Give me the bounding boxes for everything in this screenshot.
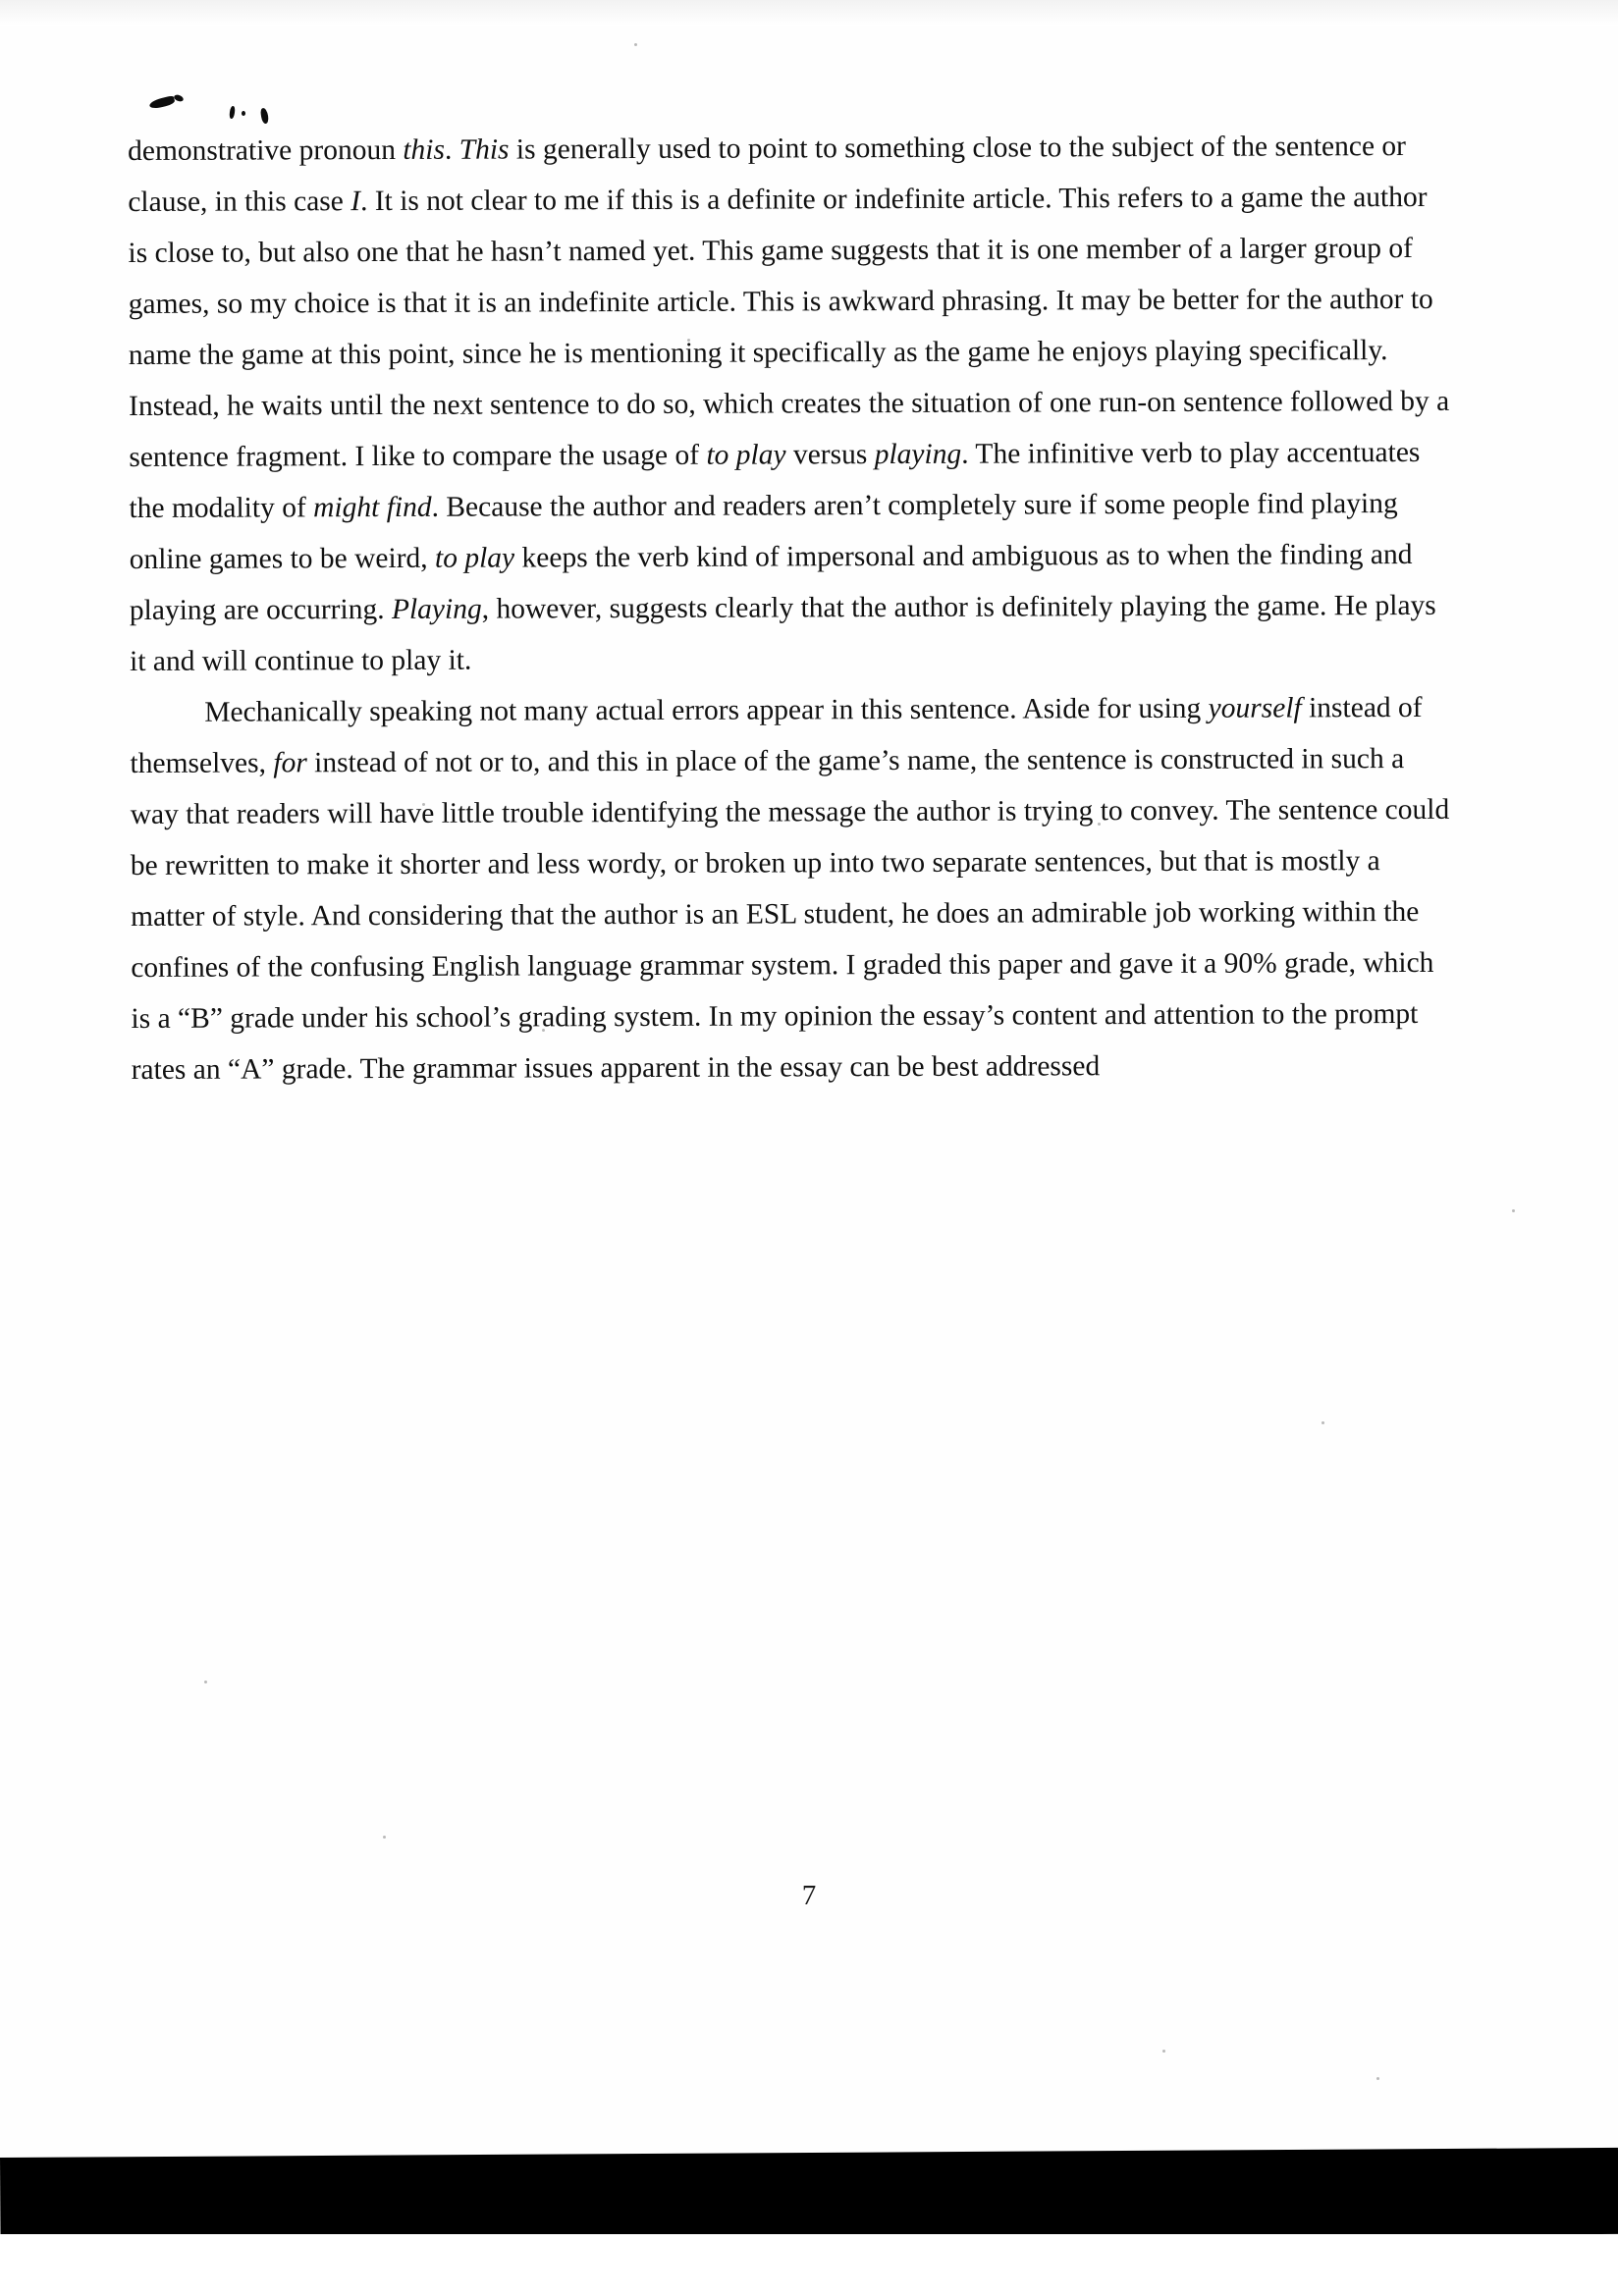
body-text-run: keeps the verb kind of impersonal and ambiguous as to when the finding and playing are occurring. [129, 538, 1413, 626]
emphasized-text: Playing [391, 593, 482, 625]
body-text-run: instead of not or to, and this in place of the game’s name, the sentence is constructed in such a way that readers will have little trouble identifying the message the author is trying to convey. The sentence could be rewritten to make it shorter and less wordy, or broken up into two separate sentences, but that is mostly a matter of style. And considering that the author is an ESL student, he does an admirable job working within the confines of the confusing English language grammar system. I graded this paper and gave it a 90% grade, which is a “B” grade under his school’s grading system. In my opinion the essay’s content and attention to the prompt rates an “A” grade. The grammar issues apparent in the essay can be best addressed [130, 743, 1450, 1086]
body-text-run: demonstrative pronoun [128, 133, 404, 167]
emphasized-text: to play [706, 439, 786, 471]
body-text-run: instead of themselves, [130, 691, 1423, 779]
body-text-run: , however, suggests clearly that the author is definitely playing the game. He plays it and will continue to play it. [130, 589, 1436, 677]
ink-smudge-artifact [242, 111, 245, 116]
scan-speckle [204, 1681, 207, 1683]
scan-speckle [634, 43, 637, 46]
paragraph-paragraph-continued [128, 121, 1453, 687]
emphasized-text: yourself [1208, 692, 1302, 724]
emphasized-text: to play [434, 542, 515, 574]
scanner-edge-lower-margin [0, 2234, 1618, 2296]
body-text-run: . It is not clear to me if this is a definite or indefinite article. This refers to a game the author is close to, but also one that he hasn’t named yet. This game suggests that it is one member of a larger group of games, so my choice is that it is an indefinite article. This is awkward phrasing. It may be better for the author to name the game at this point, since he is mentioning it specifically as the game he enjoys playing specifically. Instead, he waits until the next sentence to do so, which creates the situation of one run-on sentence followed by a sentence fragment. I like to compare the usage of [128, 181, 1450, 473]
emphasized-text: for [273, 747, 307, 779]
scan-speckle [1512, 1209, 1515, 1212]
page-number: 7 [801, 1880, 817, 1911]
body-text-run: versus [785, 439, 875, 471]
body-text-run: . The infinitive verb to play accentuates the modality of [129, 436, 1421, 524]
paragraph-paragraph-mechanics [130, 682, 1455, 1095]
body-text-run: is generally used to point to something close to the subject of the sentence or clause, in this case [128, 131, 1407, 218]
emphasized-text: I [351, 186, 361, 218]
body-text-run: . Because the author and readers aren’t completely sure if some people find playing online games to be weird, [129, 488, 1398, 575]
emphasized-text: might find [313, 491, 432, 524]
scan-speckle [1321, 1421, 1324, 1424]
scan-top-shadow [0, 0, 1618, 26]
emphasized-text: this [403, 133, 445, 166]
body-text-run: Mechanically speaking not many actual errors appear in this sentence. Aside for using [204, 692, 1209, 728]
scanner-edge-band [0, 2148, 1618, 2244]
scan-speckle [383, 1836, 386, 1839]
scan-speckle [1376, 2077, 1379, 2080]
scan-speckle [1162, 2050, 1165, 2053]
emphasized-text: playing [874, 438, 962, 471]
body-text-run: . [444, 133, 459, 166]
emphasized-text: This [458, 133, 510, 166]
document-body [128, 121, 1455, 1095]
